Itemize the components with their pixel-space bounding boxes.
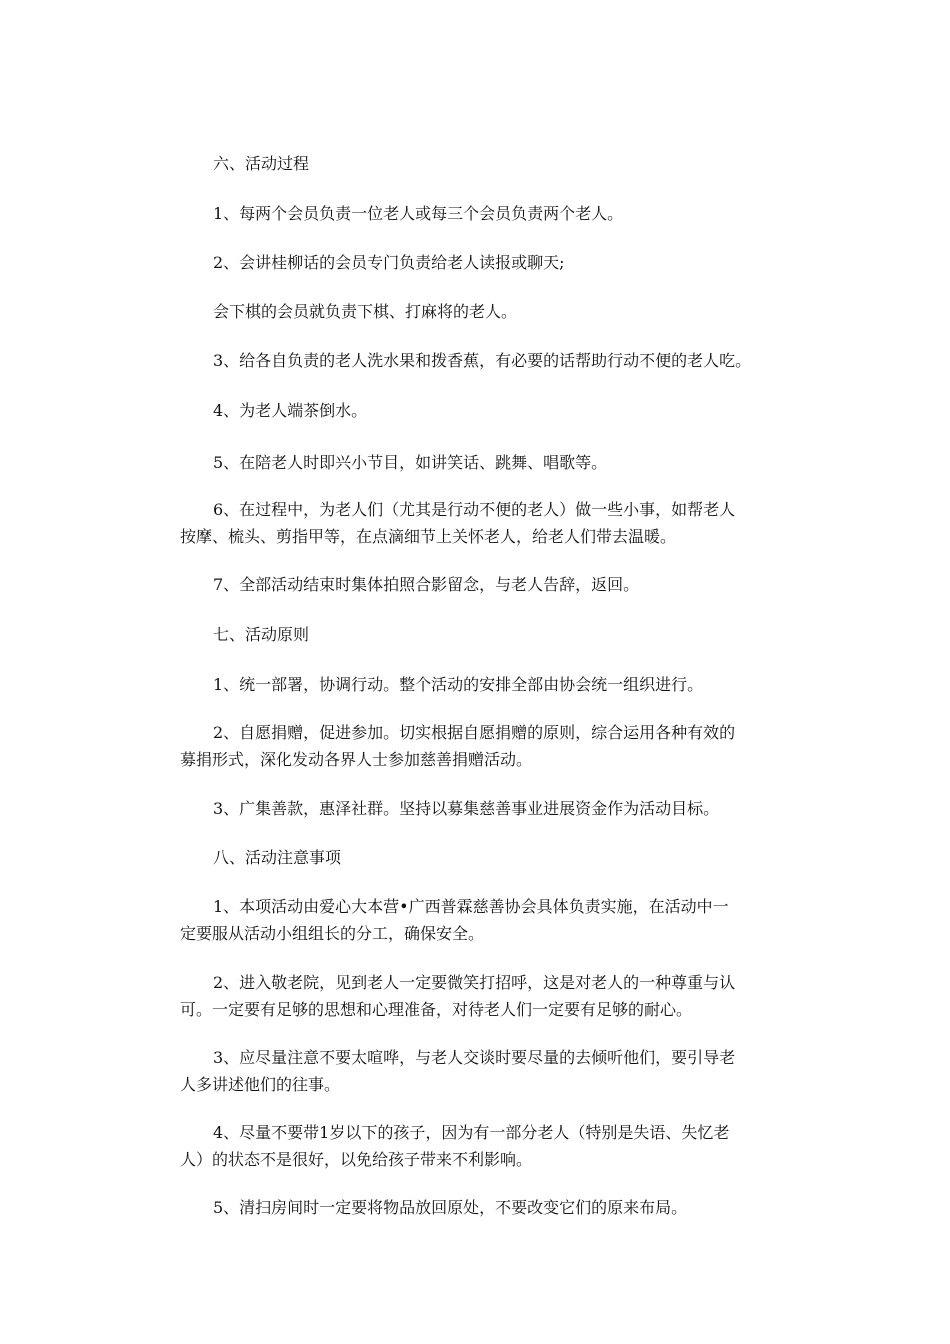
paragraph xyxy=(180,1044,774,1098)
paragraph xyxy=(180,200,774,227)
paragraph-line: 1、每两个会员负责一位老人或每三个会员负责两个老人。 xyxy=(213,204,624,223)
paragraph xyxy=(180,719,774,773)
paragraph-line: 5、清扫房间时一定要将物品放回原处，不要改变它们的原来布局。 xyxy=(213,1198,688,1217)
paragraph-line: 人多讲述他们的往事。 xyxy=(180,1075,341,1094)
paragraph-line: 2、自愿捐赠，促进参加。切实根据自愿捐赠的原则，综合运用各种有效的 xyxy=(213,723,736,742)
paragraph-line: 4、为老人端茶倒水。 xyxy=(213,401,368,420)
paragraph xyxy=(180,571,774,598)
paragraph xyxy=(180,1119,774,1173)
paragraph-line: 募捐形式，深化发动各界人士参加慈善捐赠活动。 xyxy=(180,750,533,769)
paragraph-line: 人）的状态不是很好，以免给孩子带来不利影响。 xyxy=(180,1150,533,1169)
paragraph xyxy=(180,1194,774,1221)
paragraph xyxy=(180,347,774,374)
paragraph xyxy=(180,893,774,947)
paragraph xyxy=(180,449,774,476)
section-heading-principles xyxy=(180,621,774,648)
paragraph-line: 3、广集善款，惠泽社群。坚持以募集慈善事业进展资金作为活动目标。 xyxy=(213,799,720,818)
paragraph xyxy=(180,298,774,325)
paragraph-line: 按摩、梳头、剪指甲等，在点滴细节上关怀老人，给老人们带去温暖。 xyxy=(180,527,677,546)
paragraph-line: 1、统一部署，协调行动。整个活动的安排全部由协会统一组织进行。 xyxy=(213,675,704,694)
paragraph-line: 7、全部活动结束时集体拍照合影留念，与老人告辞，返回。 xyxy=(213,575,640,594)
paragraph-line: 3、应尽量注意不要太喧哗，与老人交谈时要尽量的去倾听他们，要引导老 xyxy=(213,1048,736,1067)
paragraph-line: 2、进入敬老院，见到老人一定要微笑打招呼，这是对老人的一种尊重与认 xyxy=(213,973,736,992)
paragraph xyxy=(180,249,774,276)
paragraph-line: 4、尽量不要带1岁以下的孩子，因为有一部分老人（特别是失语、失忆老 xyxy=(213,1123,730,1142)
paragraph-line: 会下棋的会员就负责下棋、打麻将的老人。 xyxy=(213,302,518,321)
paragraph-line: 可。一定要有足够的思想和心理准备，对待老人们一定要有足够的耐心。 xyxy=(180,1000,693,1019)
paragraph xyxy=(180,969,774,1023)
paragraph xyxy=(180,496,774,550)
paragraph-line: 3、给各自负责的老人洗水果和拨香蕉，有必要的话帮助行动不便的老人吃。 xyxy=(213,351,752,370)
section-heading-process xyxy=(180,150,774,177)
paragraph-line: 六、活动过程 xyxy=(213,154,310,173)
paragraph xyxy=(180,671,774,698)
paragraph-line: 2、会讲桂柳话的会员专门负责给老人读报或聊天; xyxy=(213,253,565,272)
paragraph-line: 5、在陪老人时即兴小节目，如讲笑话、跳舞、唱歌等。 xyxy=(213,453,608,472)
paragraph-line: 1、本项活动由爱心大本营•广西普霖慈善协会具体负责实施，在活动中一 xyxy=(213,897,729,916)
paragraph xyxy=(180,397,774,424)
paragraph-line: 定要服从活动小组组长的分工，确保安全。 xyxy=(180,924,485,943)
paragraph xyxy=(180,795,774,822)
paragraph-line: 八、活动注意事项 xyxy=(213,848,342,867)
paragraph-line: 七、活动原则 xyxy=(213,625,310,644)
section-heading-notes xyxy=(180,844,774,871)
paragraph-line: 6、在过程中，为老人们（尤其是行动不便的老人）做一些小事，如帮老人 xyxy=(213,500,736,519)
